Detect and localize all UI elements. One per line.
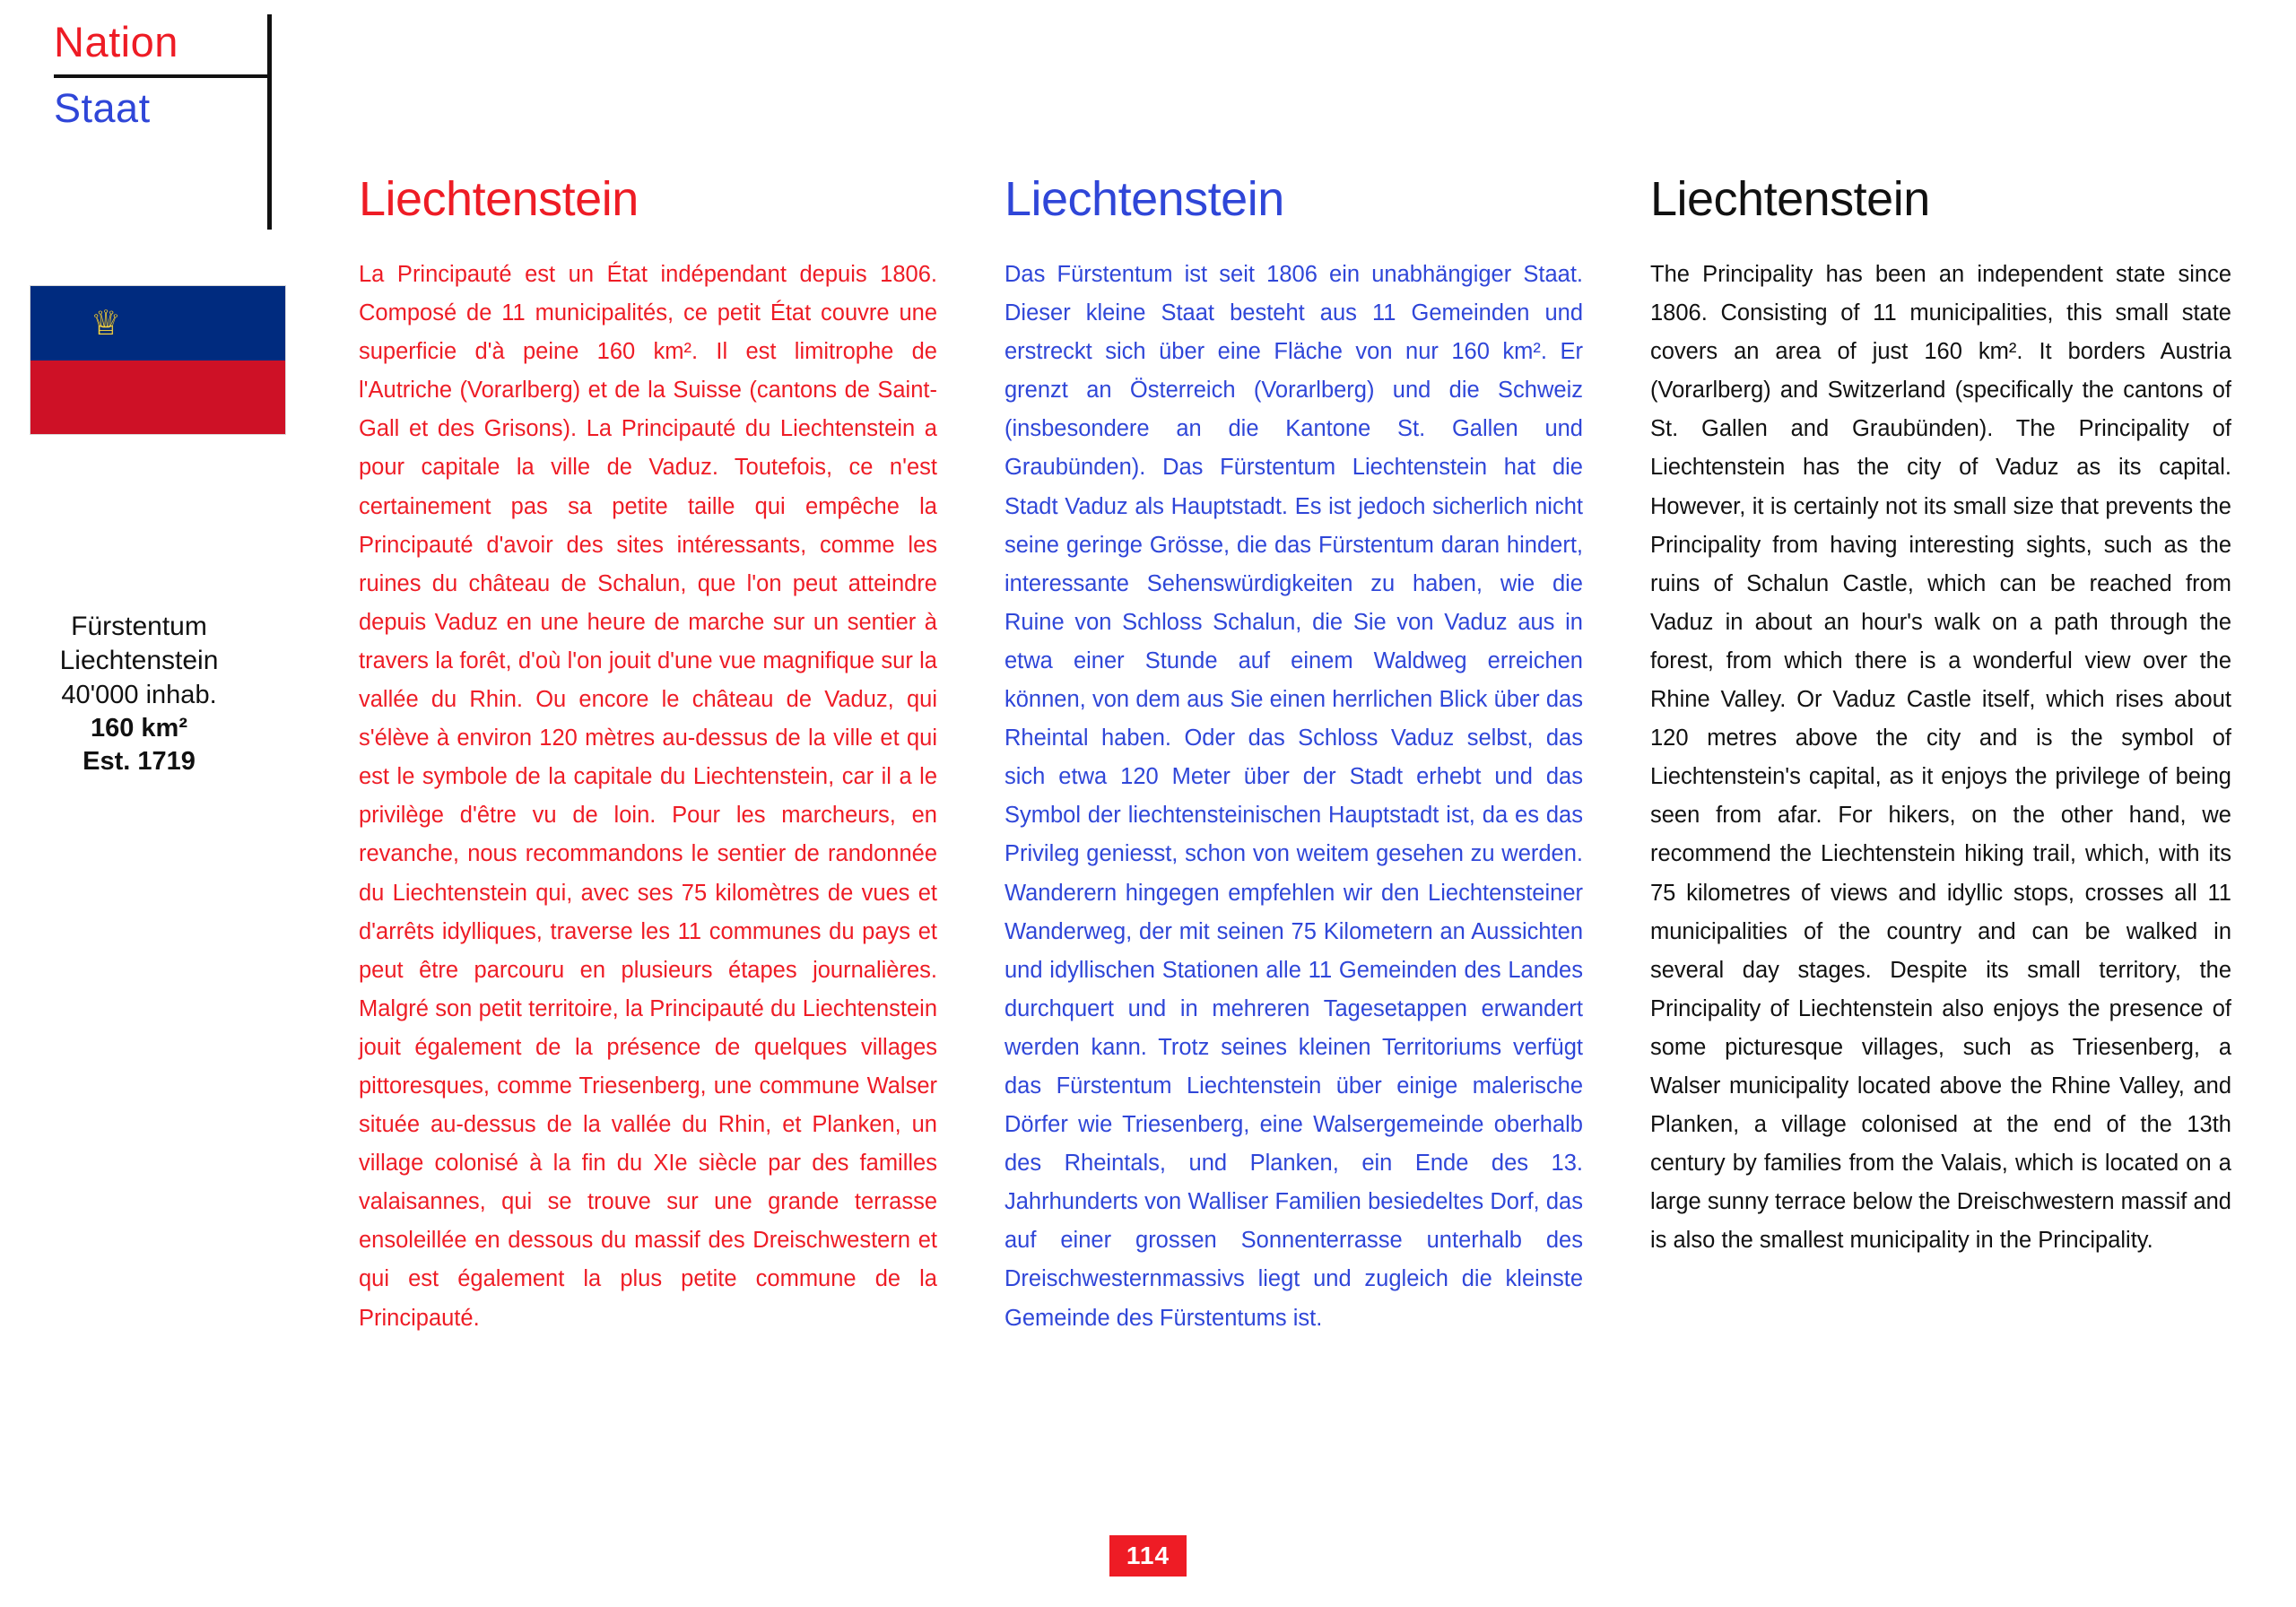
liechtenstein-flag-icon	[30, 285, 286, 435]
page-number-badge: 114	[1109, 1535, 1187, 1577]
country-name-line1: Fürstentum	[71, 612, 207, 641]
flag-band-blue	[30, 286, 285, 360]
heading-divider	[54, 74, 267, 78]
country-facts	[0, 610, 278, 778]
area-value: 160 km²	[90, 713, 187, 743]
established-value: Est. 1719	[83, 747, 196, 776]
crown-icon: ♕	[90, 305, 122, 343]
country-name-line2: Liechtenstein	[59, 646, 219, 676]
column-french	[359, 172, 937, 1360]
population-value: 40'000 inhab.	[61, 680, 217, 709]
flag-band-red	[30, 360, 285, 435]
sidebar	[0, 0, 278, 1607]
column-german	[1004, 172, 1583, 1360]
heading-staat: Staat	[54, 85, 151, 132]
body-french: La Principauté est un État indépendant depuis 1806. Composé de 11 municipalités, ce petit État couvre une superficie d'à peine 160 km². Il est limitrophe de l'Autriche (Vorarlberg) et de la Suisse (cantons de Saint-Gall et des Grisons). La Principauté du Liechtenstein a pour capitale la ville de Vaduz. Toutefois, ce n'est certainement pas sa petite taille qui empêche la Principauté d'avoir des sites intéressants, comme les ruines du château de Schalun, que l'on peut atteindre depuis Vaduz en une heure de marche sur un sentier à travers la forêt, d'où l'on jouit d'une vue magnifique sur la vallée du Rhin. Ou encore le château de Vaduz, qui s'élève à environ 120 mètres au-dessus de la ville et qui est le symbole de la capitale du Liechtenstein, car il a le privilège d'être vu de loin. Pour les marcheurs, en revanche, nous recommandons le sentier de randonnée du Liechtenstein qui, avec ses 75 kilomètres de vues et d'arrêts idylliques, traverse les 11 communes du pays et peut être parcouru en plusieurs étapes journalières. Malgré son petit territoire, la Principauté du Liechtenstein jouit également de la présence de quelques villages pittoresques, comme Triesenberg, une commune Walser située au-dessus de la vallée du Rhin, et Planken, un village colonisé à la fin du XIe siècle par des familles valaisannes, qui se trouve sur une grande terrasse ensoleillée en dessous du massif des Dreischwestern et qui est également la plus petite commune de la Principauté.	[359, 262, 937, 1331]
column-english	[1650, 172, 2231, 1283]
title-german: Liechtenstein	[1004, 172, 1284, 226]
body-german: Das Fürstentum ist seit 1806 ein unabhängiger Staat. Dieser kleine Staat besteht aus 11 Gemeinden und erstreckt sich über eine Fläche von nur 160 km². Er grenzt an Österreich (Vorarlberg) und die Schweiz (insbesondere an die Kantone St. Gallen und Graubünden). Das Fürstentum Liechtenstein hat die Stadt Vaduz als Hauptstadt. Es ist jedoch sicherlich nicht seine geringe Grösse, die das Fürstentum daran hindert, interessante Sehenswürdigkeiten zu haben, wie die Ruine von Schloss Schalun, die Sie von Vaduz aus in etwa einer Stunde auf einem Waldweg erreichen können, von dem aus Sie einen herrlichen Blick über das Rheintal haben. Oder das Schloss Vaduz selbst, das sich etwa 120 Meter über der Stadt erhebt und das Symbol der liechtensteinischen Hauptstadt ist, da es das Privileg geniesst, schon von weitem gesehen zu werden. Wanderern hingegen empfehlen wir den Liechtensteiner Wanderweg, der mit seinen 75 Kilometern an Aussichten und idyllischen Stationen alle 11 Gemeinden des Landes durchquert und in mehreren Tagesetappen erwandert werden kann. Trotz seines kleinen Territoriums verfügt das Fürstentum Liechtenstein über einige malerische Dörfer wie Triesenberg, eine Walsergemeinde oberhalb des Rheintals, und Planken, ein Ende des 13. Jahrhunderts von Walliser Familien besiedeltes Dorf, das auf einer grossen Sonnenterrasse unterhalb des Dreischwesternmassivs liegt und zugleich die kleinste Gemeinde des Fürstentums ist.	[1004, 262, 1583, 1331]
body-english: The Principality has been an independent state since 1806. Consisting of 11 municipalities, this small state covers an area of just 160 km². It borders Austria (Vorarlberg) and Switzerland (specifically the cantons of St. Gallen and Graubünden). The Principality of Liechtenstein has the city of Vaduz as its capital. However, it is certainly not its small size that prevents the Principality from having interesting sights, such as the ruins of Schalun Castle, which can be reached from Vaduz in about an hour's walk on a path through the forest, from which there is a wonderful view over the Rhine Valley. Or Vaduz Castle itself, which rises about 120 metres above the city and is the symbol of Liechtenstein's capital, as it enjoys the privilege of being seen from afar. For hikers, on the other hand, we recommend the Liechtenstein hiking trail, which, with its 75 kilometres of views and idyllic stops, crosses all 11 municipalities of the country and can be walked in several day stages. Despite its small territory, the Principality of Liechtenstein also enjoys the presence of some picturesque villages, such as Triesenberg, a Walser municipality located above the Rhine Valley, and Planken, a village colonised at the end of the 13th century by families from the Valais, which is located on a large sunny terrace below the Dreischwestern massif and is also the smallest municipality in the Principality.	[1650, 262, 2231, 1254]
heading-vertical-rule	[267, 14, 272, 230]
title-english: Liechtenstein	[1650, 172, 1930, 226]
title-french: Liechtenstein	[359, 172, 639, 226]
category-heading	[54, 20, 269, 130]
heading-nation: Nation	[54, 18, 178, 65]
